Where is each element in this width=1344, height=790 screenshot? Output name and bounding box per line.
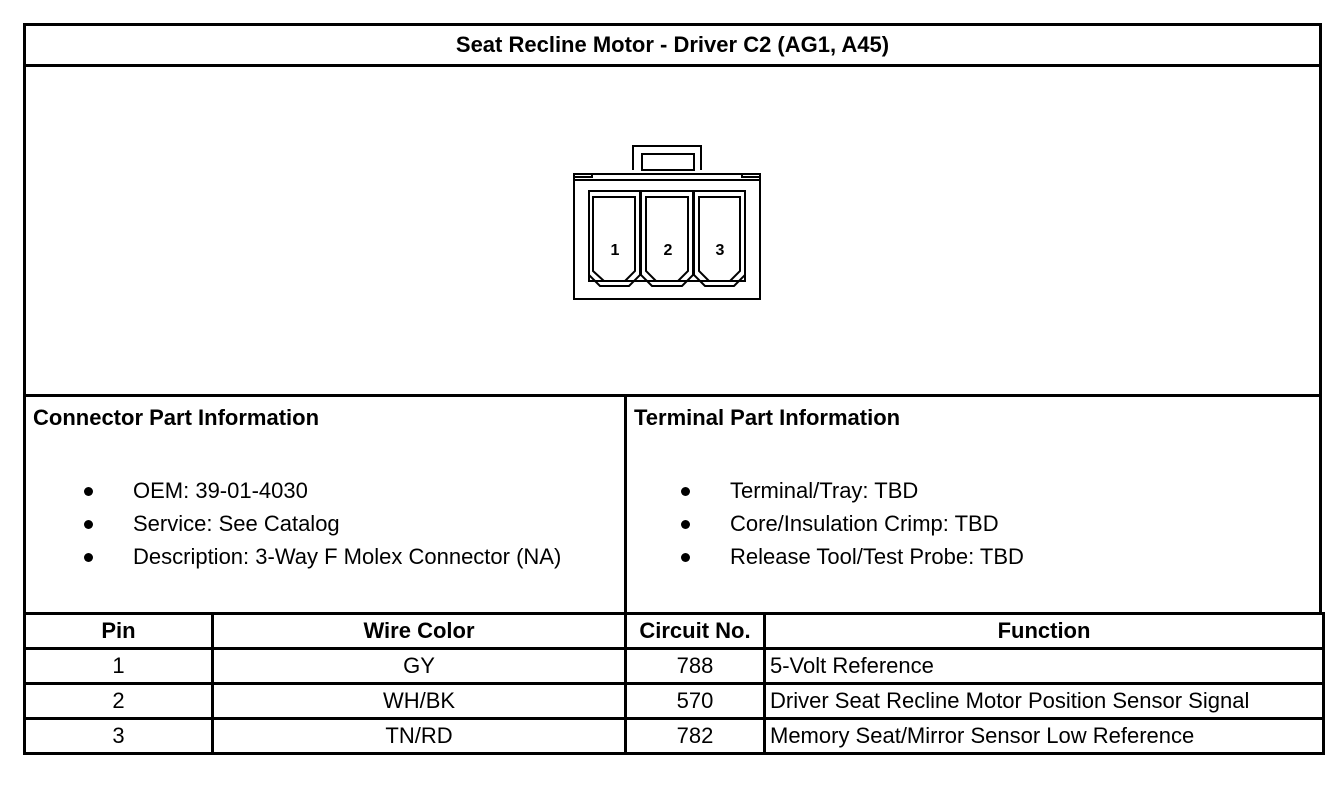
connector-latch: [633, 146, 701, 170]
connector-part-info-heading: Connector Part Information: [33, 405, 320, 430]
connector-drawing-panel: [23, 64, 1322, 397]
function-cell: 5-Volt Reference: [765, 649, 1324, 684]
connector-description: Description: 3-Way F Molex Connector (NA): [133, 544, 562, 569]
pin-cell: 3: [25, 719, 213, 754]
cavity-label-2: 2: [663, 242, 673, 259]
header-pin: Pin: [25, 614, 213, 649]
function-cell: Memory Seat/Mirror Sensor Low Reference: [765, 719, 1324, 754]
bullet-icon: [681, 520, 690, 529]
table-row: [25, 649, 1324, 684]
bullet-icon: [681, 553, 690, 562]
function-cell: Driver Seat Recline Motor Position Sensor Signal: [765, 684, 1324, 719]
terminal-part-info-heading: Terminal Part Information: [634, 405, 901, 430]
pin-cell: 2: [25, 684, 213, 719]
header-function: Function: [765, 614, 1324, 649]
terminal-tray: Terminal/Tray: TBD: [730, 478, 919, 503]
table-row: [25, 684, 1324, 719]
header-circuit-no: Circuit No.: [626, 614, 765, 649]
bullet-icon: [681, 487, 690, 496]
table-row: [25, 719, 1324, 754]
bullet-icon: [84, 520, 93, 529]
connector-part-info: [23, 394, 627, 615]
cavity-label-3: 3: [715, 242, 725, 259]
cavity-1: [589, 191, 640, 286]
table-header-row: [25, 614, 1324, 649]
terminal-release-tool: Release Tool/Test Probe: TBD: [730, 544, 1024, 569]
wire-color-cell: WH/BK: [213, 684, 626, 719]
bullet-icon: [84, 553, 93, 562]
connector-title: Seat Recline Motor - Driver C2 (AG1, A45): [23, 23, 1322, 67]
circuit-cell: 788: [626, 649, 765, 684]
wire-color-cell: TN/RD: [213, 719, 626, 754]
pin-table: [23, 612, 1325, 755]
header-wire-color: Wire Color: [213, 614, 626, 649]
connector-oem: OEM: 39-01-4030: [133, 478, 308, 503]
terminal-crimp: Core/Insulation Crimp: TBD: [730, 511, 999, 536]
circuit-cell: 782: [626, 719, 765, 754]
cavity-3: [694, 191, 745, 286]
connector-sheet: [23, 23, 1322, 758]
connector-service: Service: See Catalog: [133, 511, 340, 536]
bullet-icon: [84, 487, 93, 496]
terminal-part-info: [624, 394, 1322, 615]
pin-cell: 1: [25, 649, 213, 684]
cavity-2: [641, 191, 693, 286]
cavity-label-1: 1: [610, 242, 620, 259]
circuit-cell: 570: [626, 684, 765, 719]
connector-face-diagram: [26, 67, 1319, 394]
connector-latch-window: [642, 154, 694, 170]
wire-color-cell: GY: [213, 649, 626, 684]
